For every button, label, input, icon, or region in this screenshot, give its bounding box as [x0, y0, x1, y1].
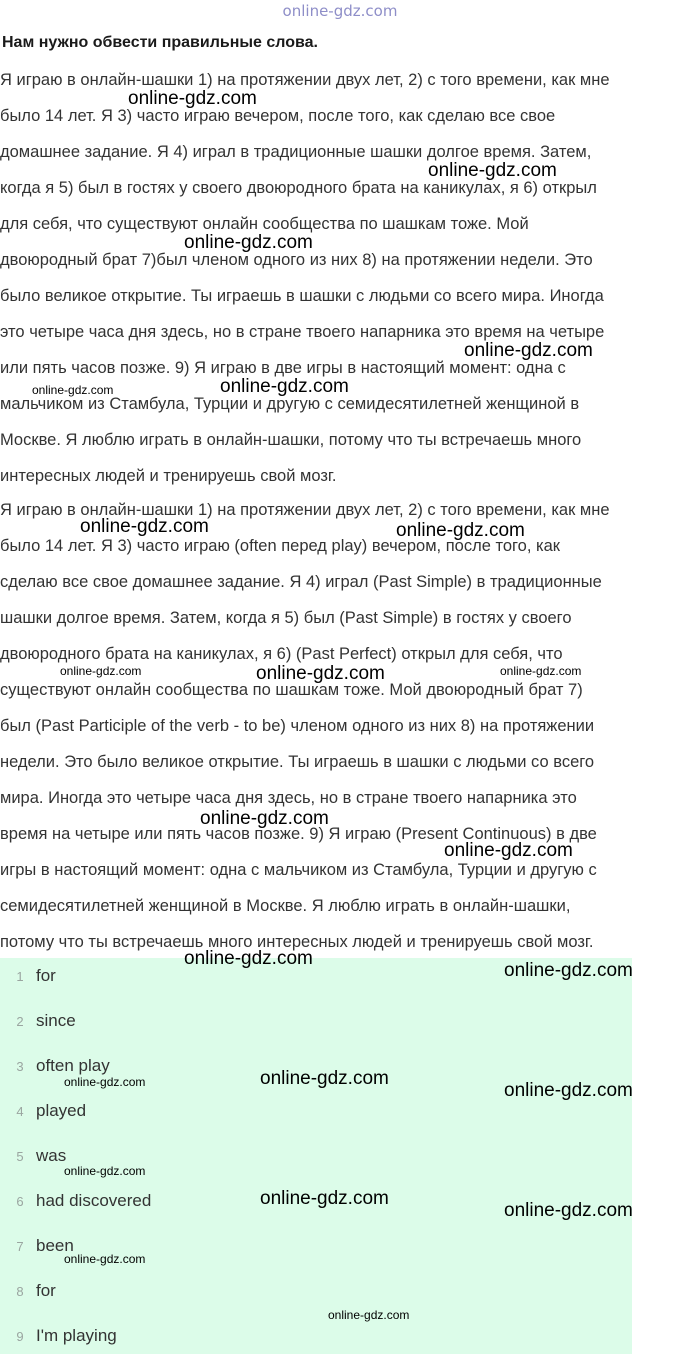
answer-number: 2 — [16, 1014, 24, 1029]
watermark: online-gdz.com — [260, 1188, 389, 1209]
watermark: online-gdz.com — [64, 1164, 146, 1178]
answer-number: 3 — [16, 1059, 24, 1074]
answer-text: had discovered — [36, 1191, 152, 1210]
answer-number: 9 — [16, 1329, 24, 1344]
watermark: online-gdz.com — [504, 960, 633, 981]
answer-number: 4 — [16, 1104, 24, 1119]
answer-text: I'm playing — [36, 1326, 117, 1345]
watermark: online-gdz.com — [128, 88, 257, 109]
watermark: online-gdz.com — [260, 1068, 389, 1089]
watermark: online-gdz.com — [464, 340, 593, 361]
answer-text: was — [36, 1146, 67, 1165]
answer-text: for — [36, 1281, 56, 1300]
watermark: online-gdz.com — [504, 1200, 633, 1221]
answer-item — [0, 1228, 632, 1273]
watermark: online-gdz.com — [500, 664, 582, 678]
site-header-watermark: online-gdz.com — [282, 2, 398, 20]
explained-paragraph: Я играю в онлайн-шашки 1) на протяжении двух лет, 2) с того времени, как мне было 14 лет. Я 3) часто играю (often перед play) вечером, после того, как сделаю все свое домашнее задание. Я 4) играл (Past Simple) в традиционные шашки долгое время. Затем, когда я 5) был (Past Simple) в гостях у своего двоюродного брата на каникулах, я 6) (Past Perfect) открыл для себя, что существуют онлайн сообщества по шашкам тоже. Мой двоюродный брат 7) был (Past Participle of the verb - to be) членом одного из них 8) на протяжении недели. Это было великое открытие. Ты играешь в шашки с людьми со всего мира. Иногда это четыре часа дня здесь, но в стране твоего напарника это время на четыре или пять часов позже. 9) Я играю (Present Continuous) в две игры в настоящий момент: одна с мальчиком из Стамбула, Турции и другую с семидесятилетней женщиной в Москве. Я люблю играть в онлайн-шашки, потому что ты встречаешь много интересных людей и тренируешь свой мозг. — [0, 501, 610, 951]
watermark: online-gdz.com — [32, 383, 114, 397]
answer-list — [0, 958, 632, 1354]
translation-paragraph: Я играю в онлайн-шашки 1) на протяжении двух лет, 2) с того времени, как мне было 14 лет. Я 3) часто играю вечером, после того, как сделаю все свое домашнее задание. Я 4) играл в традиционные шашки долгое время. Затем, когда я 5) был в гостях у своего двоюродного брата на каникулах, я 6) открыл для себя, что существуют онлайн сообщества по шашкам тоже. Мой двоюродный брат 7)был членом одного из них 8) на протяжении недели. Это было великое открытие. Ты играешь в шашки с людьми со всего мира. Иногда это четыре часа дня здесь, но в стране твоего напарника это время на четыре или пять часов позже. 9) Я играю в две игры в настоящий момент: одна с мальчиком из Стамбула, Турции и другую с семидесятилетней женщиной в Москве. Я люблю играть в онлайн-шашки, потому что ты встречаешь много интересных людей и тренируешь свой мозг. — [0, 71, 610, 485]
watermark: online-gdz.com — [200, 808, 329, 829]
watermark: online-gdz.com — [220, 376, 349, 397]
answer-item — [0, 1003, 632, 1048]
watermark: online-gdz.com — [444, 840, 573, 861]
watermark: online-gdz.com — [60, 664, 142, 678]
answer-number: 7 — [16, 1239, 24, 1254]
answer-number: 8 — [16, 1284, 24, 1299]
watermark: online-gdz.com — [184, 232, 313, 253]
answer-item — [0, 1273, 632, 1318]
watermark: online-gdz.com — [504, 1080, 633, 1101]
watermark: online-gdz.com — [184, 948, 313, 969]
watermark: online-gdz.com — [64, 1252, 146, 1266]
answer-text: often play — [36, 1056, 110, 1075]
answer-number: 1 — [16, 969, 24, 984]
watermark: online-gdz.com — [80, 516, 209, 537]
answer-text: since — [36, 1011, 76, 1030]
watermark: online-gdz.com — [256, 663, 385, 684]
watermark: online-gdz.com — [428, 160, 557, 181]
answer-item — [0, 1318, 632, 1363]
answer-number: 6 — [16, 1194, 24, 1209]
answer-text: played — [36, 1101, 87, 1120]
answer-text: been — [36, 1236, 74, 1255]
watermark: online-gdz.com — [328, 1308, 410, 1322]
answer-number: 5 — [16, 1149, 24, 1164]
watermark: online-gdz.com — [396, 520, 525, 541]
task-title: Нам нужно обвести правильные слова. — [2, 34, 318, 51]
watermark: online-gdz.com — [64, 1075, 146, 1089]
answer-text: for — [36, 966, 56, 985]
